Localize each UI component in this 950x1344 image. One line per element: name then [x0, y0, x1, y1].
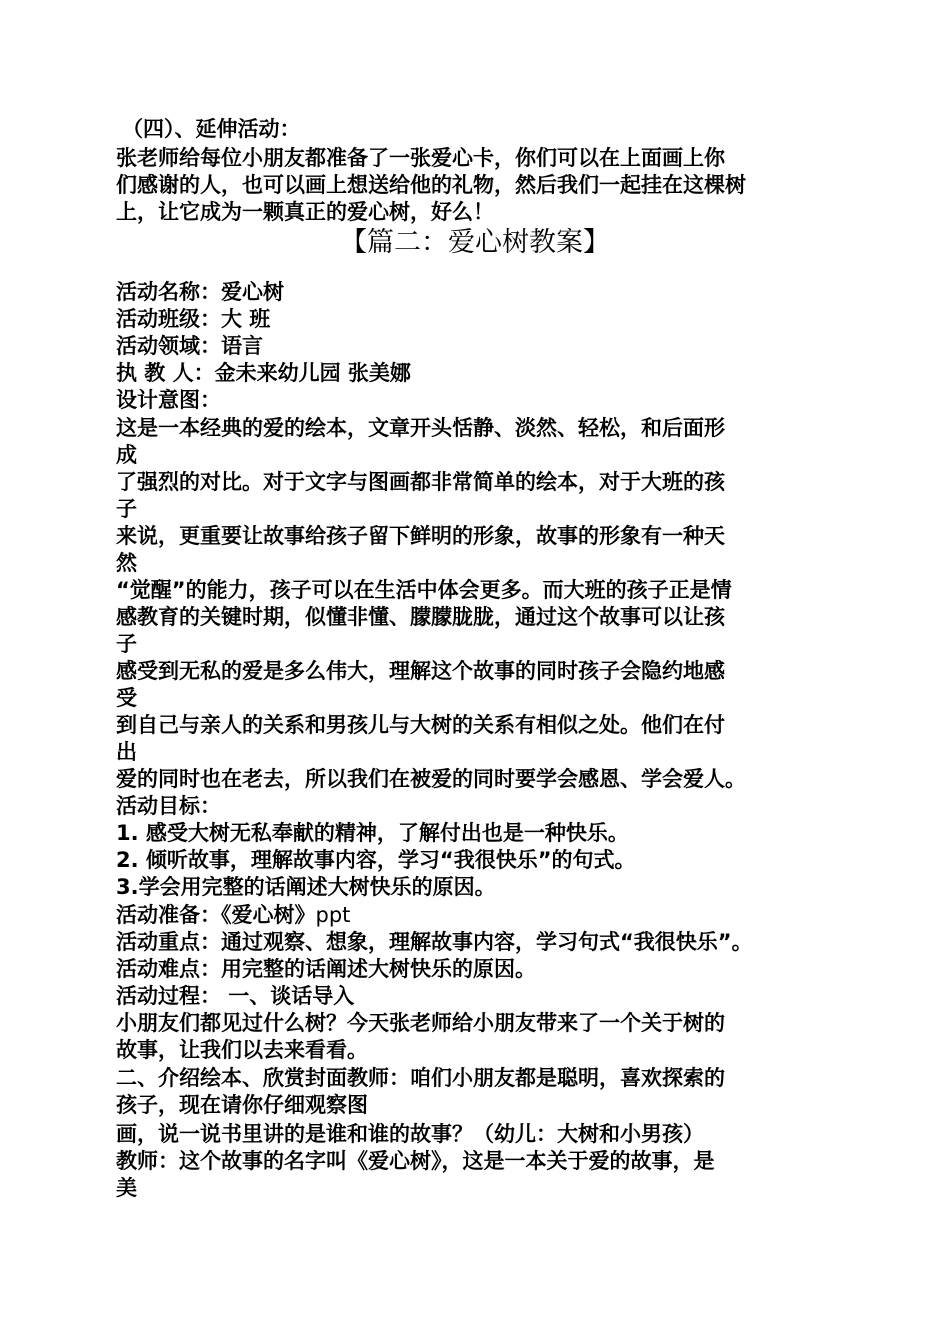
intent-line: 子	[116, 497, 137, 521]
design-intent-title: 设计意图：	[116, 388, 221, 412]
intent-line: 子	[116, 632, 137, 656]
intent-line: 成	[116, 443, 137, 467]
goal-item: 2. 倾听故事，理解故事内容，学习“我很快乐”的句式。	[116, 848, 636, 872]
activity-class: 活动班级：大 班	[116, 307, 271, 331]
intent-line: 来说，更重要让故事给孩子留下鲜明的形象，故事的形象有一种天	[116, 524, 725, 548]
intent-line: 感受到无私的爱是多么伟大，理解这个故事的同时孩子会隐约地感	[116, 659, 725, 683]
intent-line: 这是一本经典的爱的绘本，文章开头恬静、淡然、轻松，和后面形	[116, 416, 725, 440]
goals-title: 活动目标：	[116, 794, 221, 818]
intent-line: “觉醒”的能力，孩子可以在生活中体会更多。而大班的孩子正是情	[116, 578, 732, 602]
difficulty: 活动难点：用完整的话阐述大树快乐的原因。	[116, 957, 536, 981]
section-four-line: 张老师给每位小朋友都准备了一张爱心卡，你们可以在上面画上你	[116, 146, 725, 170]
process-line: 教师：这个故事的名字叫《爱心树》，这是一本关于爱的故事，是	[116, 1149, 715, 1173]
prep-suffix: ppt	[315, 903, 351, 927]
intent-line: 爱的同时也在老去，所以我们在被爱的同时要学会感恩、学会爱人。	[116, 767, 746, 791]
process-line: 画，说一说书里讲的是谁和谁的故事？（幼儿：大树和小男孩）	[116, 1122, 704, 1146]
intent-line: 了强烈的对比。对于文字与图画都非常简单的绘本，对于大班的孩	[116, 470, 725, 494]
intent-line: 感教育的关键时期，似懂非懂、朦朦胧胧，通过这个故事可以让孩	[116, 605, 725, 629]
intent-line: 到自己与亲人的关系和男孩儿与大树的关系有相似之处。他们在付	[116, 713, 725, 737]
process-line: 小朋友们都见过什么树？今天张老师给小朋友带来了一个关于树的	[116, 1011, 725, 1035]
chapter-heading: 【篇二：爱心树教案】	[340, 227, 610, 258]
key-point: 活动重点：通过观察、想象，理解故事内容，学习句式“我很快乐”。	[116, 930, 753, 954]
activity-prep	[116, 902, 350, 929]
process-line: 故事，让我们以去来看看。	[116, 1038, 368, 1062]
prep-label: 活动准备：《爱心树》	[116, 903, 316, 927]
intent-line: 受	[116, 686, 137, 710]
process-line: 孩子，现在请你仔细观察图	[116, 1093, 368, 1117]
section-four-title: （四）、延伸活动：	[122, 117, 301, 141]
process-line: 美	[116, 1176, 137, 1200]
activity-name: 活动名称：爱心树	[116, 280, 284, 304]
goal-item: 1. 感受大树无私奉献的精神，了解付出也是一种快乐。	[116, 821, 629, 845]
section-four-line: 上，让它成为一颗真正的爱心树，好么！	[116, 200, 494, 224]
goal-item: 3.学会用完整的话阐述大树快乐的原因。	[116, 875, 496, 899]
process-line: 二、介绍绘本、欣赏封面教师：咱们小朋友都是聪明，喜欢探索的	[116, 1066, 725, 1090]
process-line: 活动过程： 一、谈话导入	[116, 984, 355, 1008]
activity-domain: 活动领域：语言	[116, 334, 263, 358]
intent-line: 出	[116, 740, 137, 764]
intent-line: 然	[116, 551, 137, 575]
section-four-line: 们感谢的人，也可以画上想送给他的礼物，然后我们一起挂在这棵树	[116, 173, 746, 197]
activity-teacher: 执 教 人：金未来幼儿园 张美娜	[116, 361, 411, 385]
